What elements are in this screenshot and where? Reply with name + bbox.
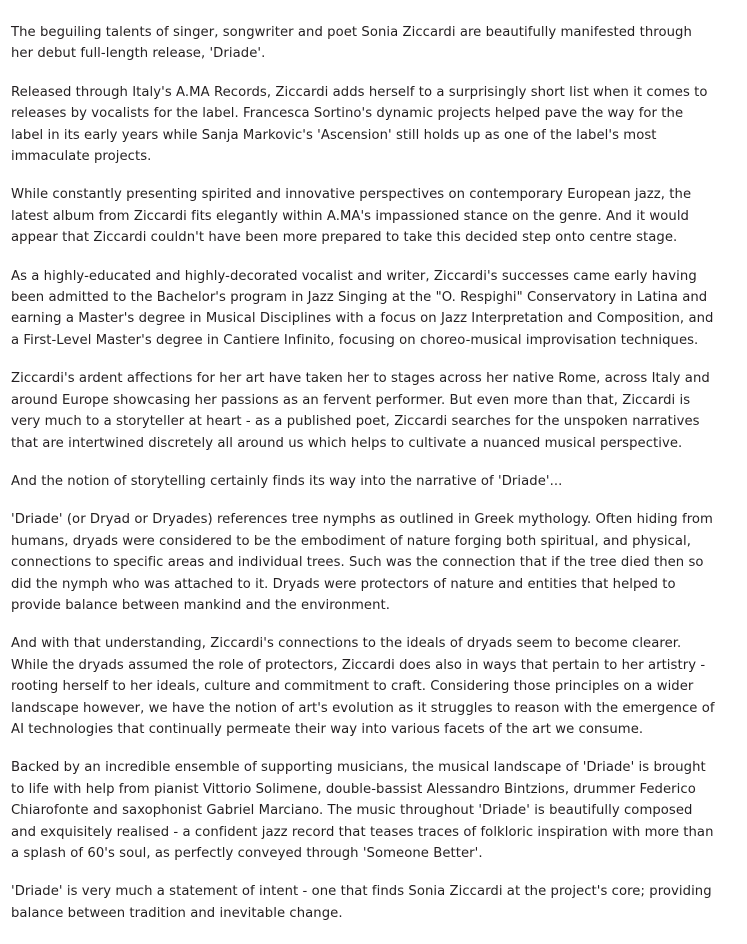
paragraph: The beguiling talents of singer, songwriter and poet Sonia Ziccardi are beautifully manifested through her debut full-length release, 'Driade'. — [11, 25, 692, 62]
paragraph: Backed by an incredible ensemble of supporting musicians, the musical landscape of 'Driade' is brought to life with help from pianist Vittorio Solimene, double-bassist Alessandro Bintzions, drummer Federico Chiarofonte and saxophonist Gabriel Marciano. The music throughout 'Driade' is beautifully composed and exquisitely realised - a confident jazz record that teases traces of folkloric inspiration with more than a splash of 60's soul, as perfectly conveyed through 'Someone Better'. — [11, 760, 714, 861]
paragraph: Ziccardi's ardent affections for her art have taken her to stages across her native Rome, across Italy and around Europe showcasing her passions as an fervent performer. But even more than that, Ziccardi is very much to a storyteller at heart - as a published poet, Ziccardi searches for the unspoken narratives that are intertwined discretely all around us which helps to cultivate a nuanced musical perspective. — [11, 371, 710, 451]
paragraph: While constantly presenting spirited and innovative perspectives on contemporary European jazz, the latest album from Ziccardi fits elegantly within A.MA's impassioned stance on the genre. And it would appear that Ziccardi couldn't have been more prepared to take this decided step onto centre stage. — [11, 187, 692, 246]
paragraph: And the notion of storytelling certainly finds its way into the narrative of 'Driade'... — [11, 473, 563, 489]
paragraph: Released through Italy's A.MA Records, Ziccardi adds herself to a surprisingly short list when it comes to releases by vocalists for the label. Francesca Sortino's dynamic projects helped pave the way for the label in its early years while Sanja Markovic's 'Ascension' still holds up as one of the label's most immaculate projects. — [11, 84, 708, 165]
paragraph: 'Driade' is very much a statement of intent - one that finds Sonia Ziccardi at the project's core; providing balance between tradition and inevitable change. — [11, 884, 712, 921]
paragraph: As a highly-educated and highly-decorated vocalist and writer, Ziccardi's successes came early having been admitted to the Bachelor's program in Jazz Singing at the "O. Respighi" Conservatory in Latina and earning a Master's degree in Musical Disciplines with a focus on Jazz Interpretation and Composition, and a First-Level Master's degree in Cantiere Infinito, focusing on choreo-musical improvisation techniques. — [11, 268, 714, 348]
paragraph: And with that understanding, Ziccardi's connections to the ideals of dryads seem to become clearer. While the dryads assumed the role of protectors, Ziccardi does also in ways that pertain to her artistry - rooting herself to her ideals, culture and commitment to craft. Considering those principles on a wider landscape however, we have the notion of art's evolution as it struggles to reason with the emergence of AI technologies that continually permeate their way into various facets of the art we consume. — [11, 636, 715, 737]
paragraph: 'Driade' (or Dryad or Dryades) references tree nymphs as outlined in Greek mythology. Often hiding from humans, dryads were considered to be the embodiment of nature forging both spiritual, and physical, connections to specific areas and individual trees. Such was the connection that if the tree died then so did the nymph who was attached to it. Dryads were protectors of nature and entities that helped to provide balance between mankind and the environment. — [11, 512, 713, 613]
